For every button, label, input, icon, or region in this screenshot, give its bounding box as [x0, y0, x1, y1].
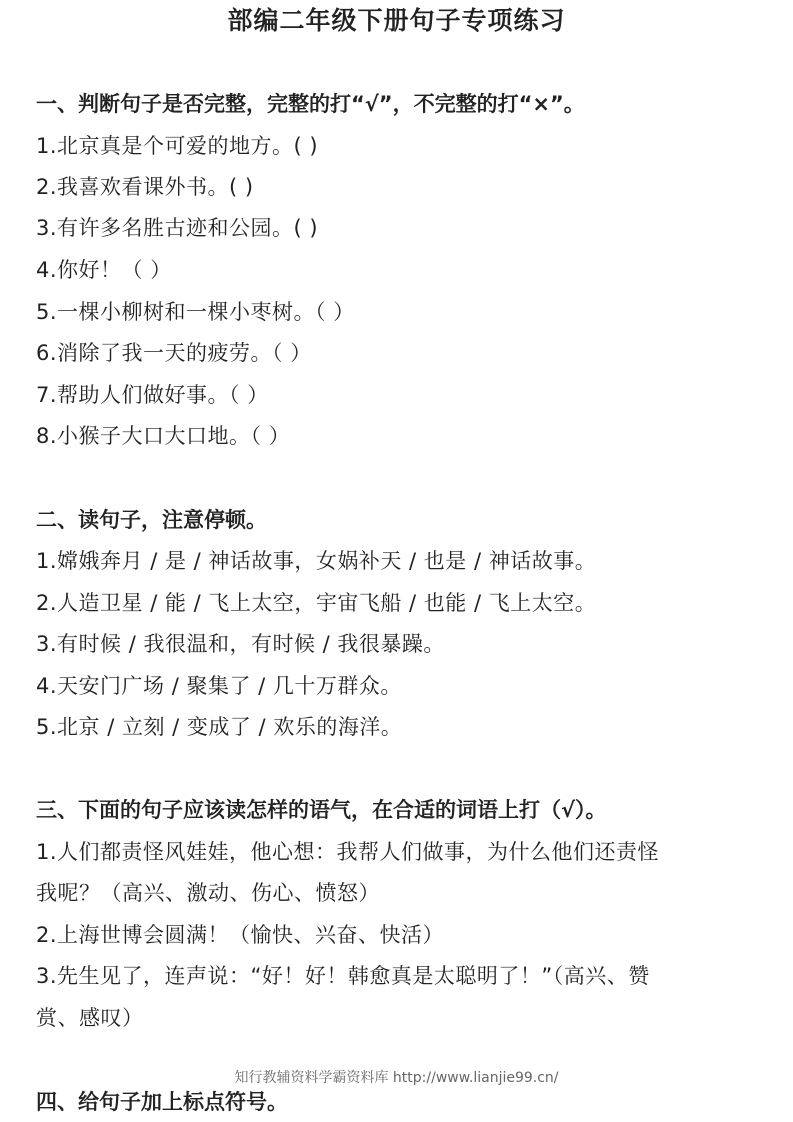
list-item: 2.我喜欢看课外书。( ) — [36, 175, 254, 199]
list-item: 1.嫦娥奔月 / 是 / 神话故事，女娲补天 / 也是 / 神话故事。 — [36, 549, 597, 573]
list-item: 8.小猴子大口大口地。（ ） — [36, 424, 291, 448]
list-item: 3.有时候 / 我很温和，有时候 / 我很暴躁。 — [36, 632, 445, 656]
section-heading-1: 一、判断句子是否完整，完整的打“√”，不完整的打“×”。 — [36, 92, 585, 116]
page-title: 部编二年级下册句子专项练习 — [227, 6, 566, 35]
list-item: 6.消除了我一天的疲劳。（ ） — [36, 341, 312, 365]
list-item: 2.上海世博会圆满！（愉快、兴奋、快活） — [36, 923, 445, 947]
list-item: 5.北京 / 立刻 / 变成了 / 欢乐的海洋。 — [36, 715, 403, 739]
section-heading-2: 二、读句子，注意停顿。 — [36, 508, 267, 532]
watermark-text: 知行教辅资料学霸资料库 http://www.lianjie99.cn/ — [234, 1070, 559, 1086]
list-item: 4.天安门广场 / 聚集了 / 几十万群众。 — [36, 674, 402, 698]
list-item: 7.帮助人们做好事。（ ） — [36, 383, 269, 407]
list-item: 3.有许多名胜古迹和公园。( ) — [36, 216, 319, 240]
list-item: 1.人们都责怪风娃娃，他心想：我帮人们做事，为什么他们还责怪 — [36, 840, 660, 864]
list-item: 3.先生见了，连声说：“好！好！韩愈真是太聪明了！”（高兴、赞 — [36, 964, 650, 988]
section-heading-4: 四、给句子加上标点符号。 — [36, 1090, 288, 1114]
list-item: 4.你好！（ ） — [36, 258, 172, 282]
list-item: 赏、感叹） — [36, 1006, 144, 1030]
list-item: 2.人造卫星 / 能 / 飞上太空，宇宙飞船 / 也能 / 飞上太空。 — [36, 591, 597, 615]
list-item: 我呢？（高兴、激动、伤心、愤怒） — [36, 881, 380, 905]
section-heading-3: 三、下面的句子应该读怎样的语气，在合适的词语上打（√）。 — [36, 798, 607, 822]
list-item: 5.一棵小柳树和一棵小枣树。（ ） — [36, 300, 355, 324]
list-item: 1.北京真是个可爱的地方。( ) — [36, 134, 319, 158]
